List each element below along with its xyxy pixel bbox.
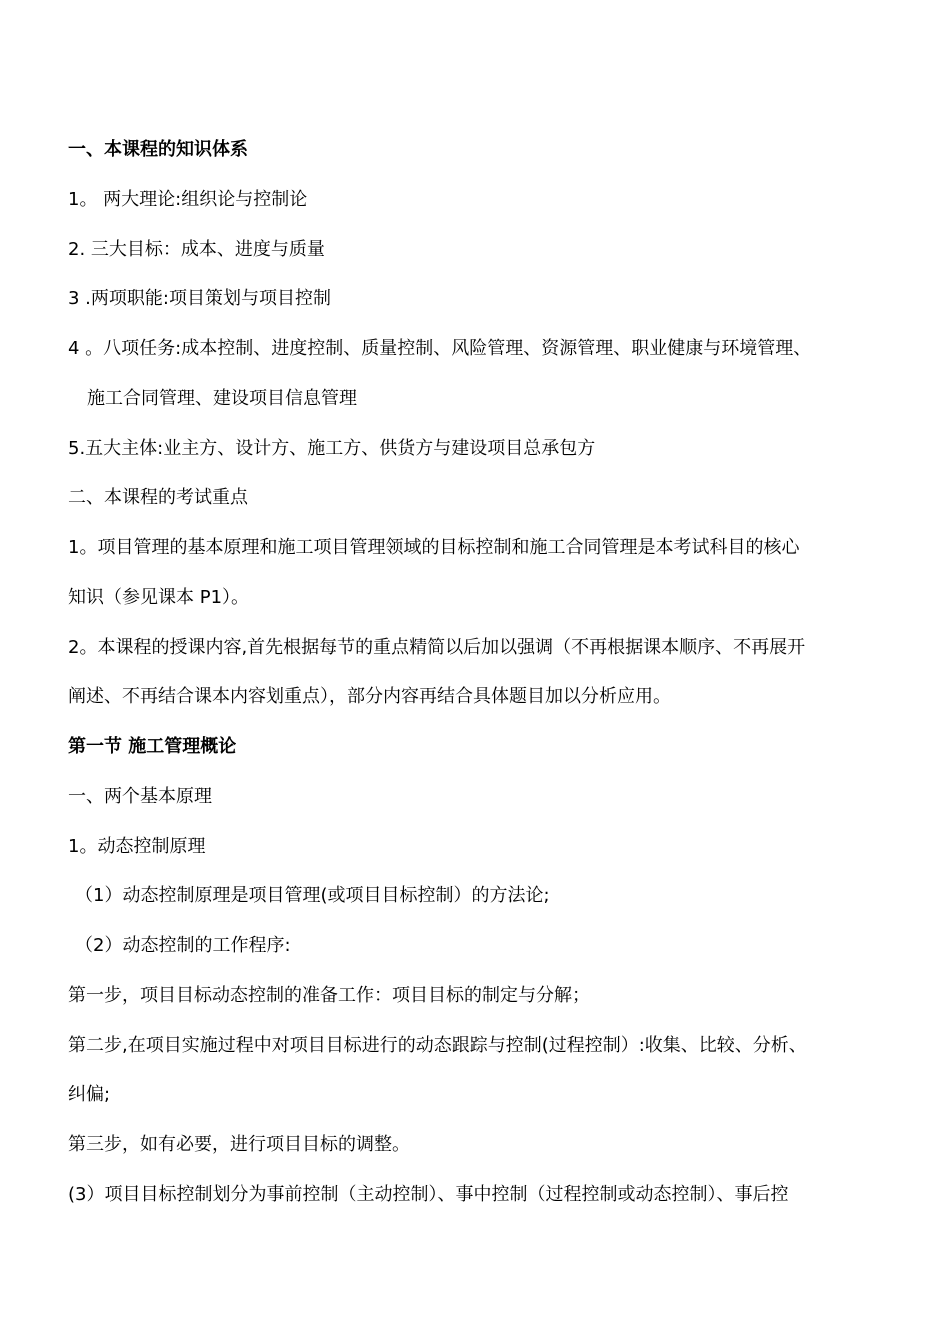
paragraph-line: 2。本课程的授课内容,首先根据每节的重点精简以后加以强调（不再根据课本顺序、不再展开 <box>68 637 806 658</box>
paragraph-line: 2. 三大目标：成本、进度与质量 <box>68 239 325 260</box>
paragraph-line: （2）动态控制的工作程序: <box>75 935 291 956</box>
section-heading: 第一节 施工管理概论 <box>68 736 237 757</box>
paragraph-line: 第一步，项目目标动态控制的准备工作：项目目标的制定与分解； <box>68 985 590 1006</box>
paragraph-line: (3）项目目标控制划分为事前控制（主动控制）、事中控制（过程控制或动态控制）、事后控 <box>68 1184 789 1205</box>
paragraph-line: 5.五大主体:业主方、设计方、施工方、供货方与建设项目总承包方 <box>68 438 596 459</box>
paragraph-line: 阐述、不再结合课本内容划重点），部分内容再结合具体题目加以分析应用。 <box>68 686 671 707</box>
paragraph-line: 纠偏; <box>68 1084 111 1105</box>
subsection-heading: 一、两个基本原理 <box>68 786 212 807</box>
paragraph-line: 4 。八项任务:成本控制、进度控制、质量控制、风险管理、资源管理、职业健康与环境管理、 <box>68 338 812 359</box>
paragraph-line: 1。项目管理的基本原理和施工项目管理领域的目标控制和施工合同管理是本考试科目的核心 <box>68 537 800 558</box>
paragraph-line: 1。 两大理论:组织论与控制论 <box>68 189 308 210</box>
paragraph-line: 1。动态控制原理 <box>68 836 206 857</box>
paragraph-line: 3 .两项职能:项目策划与项目控制 <box>68 288 331 309</box>
paragraph-line: 知识（参见课本 P1）。 <box>68 587 250 608</box>
section-heading: 一、本课程的知识体系 <box>68 139 248 160</box>
paragraph-line: 施工合同管理、建设项目信息管理 <box>87 388 357 409</box>
paragraph-line: 第三步，如有必要，进行项目目标的调整。 <box>68 1134 410 1155</box>
paragraph-line: 第二步,在项目实施过程中对项目目标进行的动态跟踪与控制(过程控制）:收集、比较、分析、 <box>68 1035 807 1056</box>
paragraph-line: （1）动态控制原理是项目管理(或项目目标控制）的方法论; <box>75 885 550 906</box>
section-heading: 二、本课程的考试重点 <box>68 487 248 508</box>
